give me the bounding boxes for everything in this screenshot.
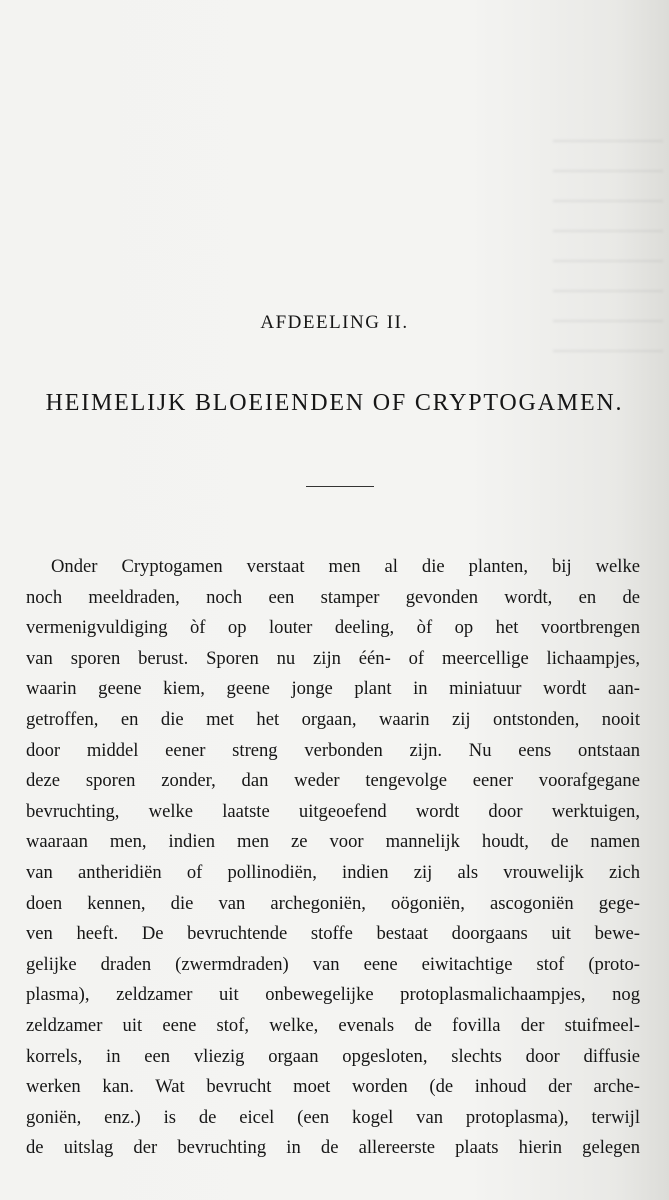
text-line: vermenigvuldiging òf op louter deeling, òf op het voortbrengen (26, 617, 640, 639)
title-divider (306, 486, 374, 487)
text-line: gelijke draden (zwermdraden) van eene eiwitachtige stof (proto- (26, 953, 640, 975)
text-line: getroffen, en die met het orgaan, waarin zij ontstonden, nooit (26, 708, 640, 730)
section-label: AFDEELING II. (260, 312, 409, 333)
text-line: van antheridiën of pollinodiën, indien zij als vrouwelijk zich (26, 861, 640, 883)
text-line: werken kan. Wat bevrucht moet worden (de inhoud der arche- (26, 1076, 640, 1098)
text-line: doen kennen, die van archegoniën, oögoniën, ascogoniën gege- (26, 892, 640, 914)
text-line: bevruchting, welke laatste uitgeoefend wordt door werktuigen, (26, 800, 640, 822)
text-line: waarin geene kiem, geene jonge plant in miniatuur wordt aan- (26, 678, 640, 700)
chapter-title: HEIMELIJK BLOEIENDEN OF CRYPTOGAMEN. (45, 390, 624, 416)
body-paragraph (26, 552, 640, 1164)
text-line: noch meeldraden, noch een stamper gevonden wordt, en de (26, 586, 640, 608)
text-line: Onder Cryptogamen verstaat men al die planten, bij welke (51, 556, 640, 577)
text-line: zeldzamer uit eene stof, welke, evenals de fovilla der stuifmeel- (26, 1014, 640, 1036)
text-line: deze sporen zonder, dan weder tengevolge eener voorafgegane (26, 770, 640, 792)
bleed-through-text (553, 120, 663, 380)
text-line: goniën, enz.) is de eicel (een kogel van protoplasma), terwijl (26, 1106, 640, 1128)
text-line: korrels, in een vliezig orgaan opgesloten, slechts door diffusie (26, 1045, 640, 1067)
text-line: plasma), zeldzamer uit onbewegelijke protoplasmalichaampjes, nog (26, 984, 640, 1006)
text-line: ven heeft. De bevruchtende stoffe bestaat doorgaans uit bewe- (26, 923, 640, 945)
text-line: door middel eener streng verbonden zijn. Nu eens ontstaan (26, 739, 640, 761)
text-line: waaraan men, indien men ze voor mannelijk houdt, de namen (26, 831, 640, 853)
text-line: de uitslag der bevruchting in de allereerste plaats hierin gelegen (26, 1137, 640, 1159)
text-line: van sporen berust. Sporen nu zijn één- of meercellige lichaampjes, (26, 647, 640, 669)
